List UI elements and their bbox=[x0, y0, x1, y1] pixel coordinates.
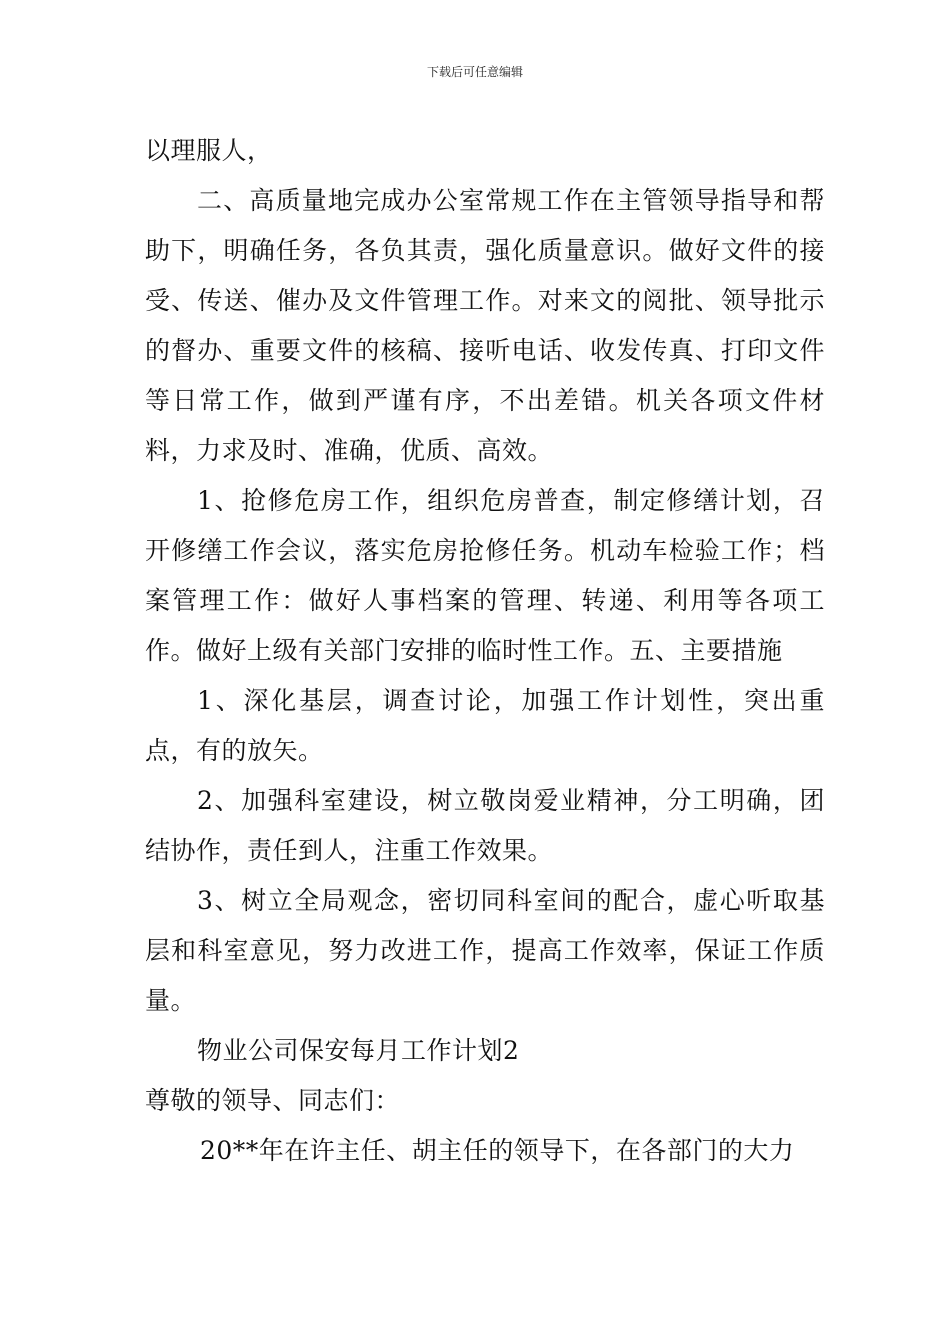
document-body bbox=[145, 126, 825, 1176]
paragraph-5: 2、加强科室建设，树立敬岗爱业精神，分工明确，团结协作，责任到人，注重工作效果。 bbox=[145, 786, 825, 865]
section-title: 物业公司保安每月工作计划2 bbox=[197, 1036, 520, 1065]
paragraph-3: 1、抢修危房工作，组织危房普查，制定修缮计划，召开修缮工作会议，落实危房抢修任务。机动车检验工作；档案管理工作：做好人事档案的管理、转递、利用等各项工作。做好上级有关部门安排的临时性工作。五、主要措施 bbox=[145, 486, 825, 665]
paragraph-1: 以理服人， bbox=[145, 136, 273, 165]
paragraph-6: 3、树立全局观念，密切同科室间的配合，虚心听取基层和科室意见，努力改进工作，提高工作效率，保证工作质量。 bbox=[145, 886, 825, 1015]
paragraph-4: 1、深化基层，调查讨论，加强工作计划性，突出重点，有的放矢。 bbox=[145, 686, 825, 765]
paragraph-7: 20**年在许主任、胡主任的领导下，在各部门的大力 bbox=[200, 1136, 795, 1165]
page-header-note: 下载后可任意编辑 bbox=[426, 65, 523, 79]
paragraph-2: 二、高质量地完成办公室常规工作在主管领导指导和帮助下，明确任务，各负其责，强化质量意识。做好文件的接受、传送、催办及文件管理工作。对来文的阅批、领导批示的督办、重要文件的核稿、接听电话、收发传真、打印文件等日常工作，做到严谨有序，不出差错。机关各项文件材料，力求及时、准确，优质、高效。 bbox=[145, 186, 825, 465]
salutation: 尊敬的领导、同志们： bbox=[145, 1086, 401, 1115]
